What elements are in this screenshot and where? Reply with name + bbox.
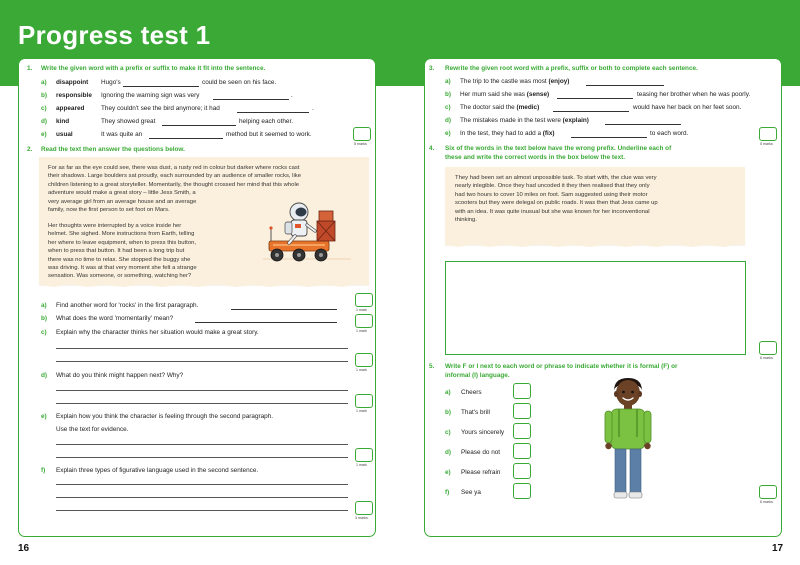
- page-number-right: 17: [772, 543, 784, 554]
- q2a-letter: a): [41, 302, 47, 309]
- q1d-word: kind: [56, 118, 70, 125]
- q4-passage: [445, 167, 745, 245]
- q2e-text: Explain how you think the character is feeling through the second paragraph.: [56, 413, 274, 420]
- q1b-letter: b): [41, 92, 48, 99]
- q5e-text: Please refrain: [461, 469, 501, 476]
- q1c-letter: c): [41, 105, 47, 112]
- passage-line: family, now the first person to set foot on Mars.: [48, 206, 170, 213]
- q4-heading-line: Six of the words in the text below have the wrong prefix. Underline each of: [445, 145, 672, 152]
- q3a-before: The trip to the castle was most: [460, 78, 547, 85]
- q5f-text: See ya: [461, 489, 481, 496]
- q2d-letter: d): [41, 372, 48, 379]
- q3c-root: (medic): [516, 104, 540, 111]
- q1e-before: It was quite an: [101, 131, 143, 138]
- q1a-letter: a): [41, 79, 47, 86]
- q2b-letter: b): [41, 315, 48, 322]
- q2-heading: Read the text then answer the questions below.: [41, 146, 185, 153]
- passage-line: adventure would make a great story – little Jess Smith, a: [48, 190, 196, 197]
- q2a-answer-line[interactable]: [231, 309, 337, 310]
- q3e-sentence: [460, 130, 555, 137]
- q5-number: 5.: [429, 363, 435, 370]
- boy-illustration-icon: [603, 377, 653, 501]
- passage-line: her where to leave equipment, when to press this button,: [48, 239, 197, 246]
- q2a-text: Find another word for 'rocks' in the first paragraph.: [56, 302, 199, 309]
- passage-line: their shadows. Large boulders sat proudly, each surrounded by an audience of smaller rocks, like: [48, 173, 302, 180]
- q2e-answer-line[interactable]: [56, 457, 348, 458]
- passage-line: very average girl from an average house and an average: [48, 198, 197, 205]
- q2c-letter: c): [41, 329, 47, 336]
- q3c-answer-blank[interactable]: [553, 111, 629, 112]
- q3-marks-label: 5 marks: [760, 142, 773, 146]
- passage-line: was driving. It was at that very moment she felt a strange: [48, 264, 197, 271]
- q2d-marks-box[interactable]: [355, 394, 373, 408]
- q2d-answer-line[interactable]: [56, 403, 348, 404]
- q2f-answer-line[interactable]: [56, 484, 348, 485]
- q5b-answer-box[interactable]: [513, 403, 531, 419]
- q5e-answer-box[interactable]: [513, 463, 531, 479]
- q3b-answer-blank[interactable]: [557, 98, 633, 99]
- torn-edge: [39, 282, 369, 288]
- q1a-answer-blank[interactable]: [123, 86, 199, 87]
- q3a-root: (enjoy): [548, 78, 570, 85]
- q1a-word: disappoint: [56, 79, 89, 86]
- q2c-text: Explain why the character thinks her situation would make a great story.: [56, 329, 259, 336]
- q5-marks-box[interactable]: [759, 485, 777, 499]
- q2-number: 2.: [27, 146, 33, 153]
- q5c-letter: c): [445, 429, 451, 436]
- q4-marks-label: 6 marks: [760, 356, 773, 360]
- q1c-before: They couldn't see the bird anymore; it had: [101, 105, 220, 112]
- q3e-letter: e): [445, 130, 451, 137]
- q2b-marks-label: 1 mark: [356, 329, 367, 333]
- q1c-word: appeared: [56, 105, 85, 112]
- q5a-text: Cheers: [461, 389, 482, 396]
- q1e-after: method but it seemed to work.: [226, 131, 312, 138]
- passage-line: thinking.: [455, 216, 477, 223]
- q3d-answer-blank[interactable]: [605, 124, 681, 125]
- q1d-before: They showed great: [101, 118, 156, 125]
- q2d-marks-label: 1 mark: [356, 409, 367, 413]
- q1-heading: Write the given word with a prefix or suffix to make it fit into the sentence.: [41, 65, 266, 72]
- q3-number: 3.: [429, 65, 435, 72]
- q1c-after: .: [312, 105, 314, 112]
- passage-line: For as far as the eye could see, there was dust, a rusty red in colour but darker where rocks cast: [48, 165, 300, 171]
- passage-line: had two hours to cover 10 miles on foot. Sam suggested using their motor: [455, 191, 648, 198]
- right-page-panel: [424, 58, 782, 537]
- q5a-answer-box[interactable]: [513, 383, 531, 399]
- q5e-letter: e): [445, 469, 451, 476]
- q2-passage-paragraph-2: [48, 222, 248, 281]
- q3d-letter: d): [445, 117, 452, 124]
- q3-heading: Rewrite the given root word with a prefix, suffix or both to complete each sentence.: [445, 65, 698, 72]
- torn-edge: [445, 242, 745, 248]
- passage-line: when to press that button. It had been a long trip but: [48, 248, 185, 255]
- q3b-after: teasing her brother when he was poorly.: [637, 91, 751, 98]
- q1-marks-box[interactable]: [353, 127, 371, 141]
- q5f-answer-box[interactable]: [513, 483, 531, 499]
- q4-marks-box[interactable]: [759, 341, 777, 355]
- q4-answer-box[interactable]: [445, 261, 746, 355]
- q1d-letter: d): [41, 118, 48, 125]
- left-page-panel: [18, 58, 376, 537]
- q5d-answer-box[interactable]: [513, 443, 531, 459]
- q1b-answer-blank[interactable]: [213, 99, 289, 100]
- q3c-after: would have her back on her feet soon.: [633, 104, 742, 111]
- q2f-marks-box[interactable]: [355, 501, 373, 515]
- q2e-subtext: Use the text for evidence.: [56, 426, 129, 433]
- q2e-marks-box[interactable]: [355, 448, 373, 462]
- q3a-answer-blank[interactable]: [586, 85, 664, 86]
- q3a-sentence: [460, 78, 569, 85]
- q3b-letter: b): [445, 91, 452, 98]
- q1b-before: Ignoring the warning sign was very: [101, 92, 200, 99]
- q3d-before: The mistakes made in the test were: [460, 117, 561, 124]
- q2c-marks-label: 1 mark: [356, 368, 367, 372]
- passage-line: there was no time to relax. She stopped the buggy she: [48, 256, 191, 263]
- q3e-before: In the test, they had to add a: [460, 130, 542, 137]
- q1-marks-label: 5 marks: [354, 142, 367, 146]
- q2e-letter: e): [41, 413, 47, 420]
- q2d-answer-line[interactable]: [56, 390, 348, 391]
- q1a-after: could be seen on his face.: [202, 79, 277, 86]
- q3b-root: (sense): [526, 91, 550, 98]
- q3b-sentence: [460, 91, 549, 98]
- q5d-text: Please do not: [461, 449, 501, 456]
- q4-passage-text: [455, 174, 740, 224]
- q3b-before: Her mum said she was: [460, 91, 525, 98]
- q1c-answer-blank[interactable]: [237, 112, 309, 113]
- q2f-answer-line[interactable]: [56, 510, 348, 511]
- q1e-answer-blank[interactable]: [149, 138, 223, 139]
- q1d-answer-blank[interactable]: [162, 125, 236, 126]
- q2f-text: Explain three types of figurative language used in the second sentence.: [56, 467, 259, 474]
- q5-heading-line: informal (I) language.: [445, 371, 510, 379]
- q2b-answer-line[interactable]: [195, 322, 337, 323]
- q2c-marks-box[interactable]: [355, 353, 373, 367]
- passage-line: Her thoughts were interrupted by a voice inside her: [48, 223, 182, 229]
- q2f-letter: f): [41, 467, 46, 474]
- q3e-after: to each word.: [650, 130, 689, 137]
- q3c-letter: c): [445, 104, 451, 111]
- q3a-letter: a): [445, 78, 451, 85]
- q5f-letter: f): [445, 489, 450, 496]
- q5b-letter: b): [445, 409, 452, 416]
- q1-number: 1.: [27, 65, 33, 72]
- q5c-text: Yours sincerely: [461, 429, 505, 436]
- q4-number: 4.: [429, 145, 435, 152]
- q1a-before: Hugo's: [101, 79, 121, 86]
- q2b-text: What does the word 'momentarily' mean?: [56, 315, 174, 322]
- q2f-answer-line[interactable]: [56, 497, 348, 498]
- q1e-word: usual: [56, 131, 73, 138]
- q5a-letter: a): [445, 389, 451, 396]
- astronaut-buggy-icon: [261, 201, 353, 281]
- q2c-answer-line[interactable]: [56, 348, 348, 349]
- q2-passage: [39, 157, 369, 285]
- q3d-root: (explain): [562, 117, 589, 124]
- q5b-text: That's brill: [461, 409, 490, 416]
- q2b-marks-box[interactable]: [355, 314, 373, 328]
- q1b-word: responsible: [56, 92, 92, 99]
- q3c-sentence: [460, 104, 539, 111]
- q1e-letter: e): [41, 131, 47, 138]
- q5-marks-label: 6 marks: [760, 500, 773, 504]
- q2a-marks-box[interactable]: [355, 293, 373, 307]
- q2d-text: What do you think might happen next? Why?: [56, 372, 184, 379]
- q2c-answer-line[interactable]: [56, 361, 348, 362]
- q4-heading: [445, 145, 671, 163]
- q3e-answer-blank[interactable]: [571, 137, 647, 138]
- q5c-answer-box[interactable]: [513, 423, 531, 439]
- q2f-marks-label: 3 marks: [355, 516, 368, 520]
- passage-line: They had been set an almost unpossible task. To start with, the clue was very: [455, 175, 657, 181]
- q5d-letter: d): [445, 449, 452, 456]
- q5-heading-line: Write F or I next to each word or phrase to indicate whether it is formal (F) or: [445, 363, 678, 370]
- page-number-left: 16: [18, 543, 30, 554]
- q1d-after: helping each other.: [239, 118, 294, 125]
- page-title: Progress test 1: [18, 20, 211, 50]
- q3-marks-box[interactable]: [759, 127, 777, 141]
- q3d-sentence: [460, 117, 589, 124]
- q3e-root: (fix): [542, 130, 555, 137]
- q3c-before: The doctor said the: [460, 104, 515, 111]
- passage-line: helmet. She sighed. More instructions from Earth, telling: [48, 231, 195, 238]
- q2a-marks-label: 1 mark: [356, 308, 367, 312]
- passage-line: scooters but they were delegal on public roads. It was then that Jess came up: [455, 200, 658, 207]
- passage-line: sensation. Was someone, or something, watching her?: [48, 273, 192, 280]
- passage-line: nearly inlegible. Once they had uncoded it they then realised that they only: [455, 183, 650, 190]
- q1b-after: .: [291, 92, 293, 99]
- passage-line: with an idea. It was quite inusual but she was known for her inconventional: [455, 208, 650, 215]
- q2e-answer-line[interactable]: [56, 444, 348, 445]
- q4-heading-line: these and write the correct words in the box below the text.: [445, 153, 626, 161]
- q2e-marks-label: 1 mark: [356, 463, 367, 467]
- passage-line: children listening to a great storyteller. Momentarily, the thought crossed her mind that this whole: [48, 181, 300, 188]
